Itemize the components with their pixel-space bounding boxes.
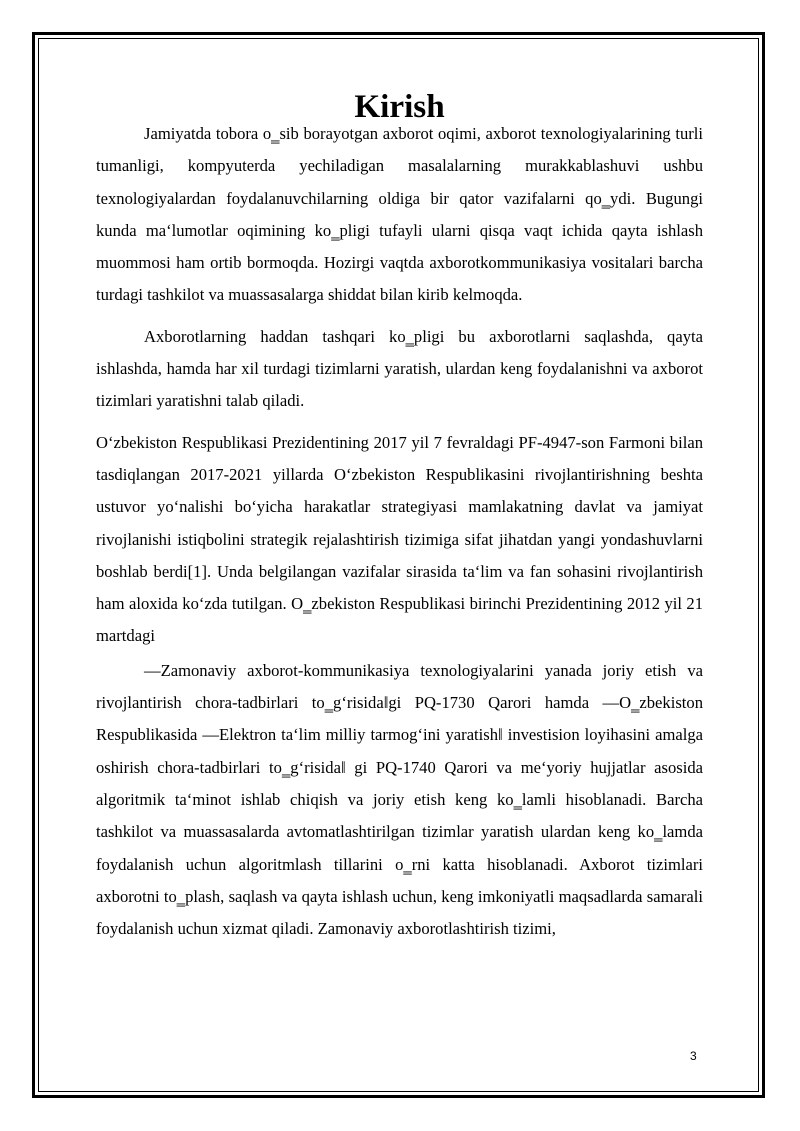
page-number: 3 (690, 1049, 697, 1063)
document-title: Kirish (354, 88, 445, 125)
paragraph-3: O‘zbekiston Respublikasi Prezidentining 2017 yil 7 fevraldagi PF-4947-son Farmoni bilan tasdiqlangan 2017-2021 yillarda O‘zbekiston Respublikasini rivojlantirishning beshta ustuvor yo‘nalishi bo‘yicha harakatlar strategiyasi mamlakatning davlat va jamiyat rivojlanishi istiqbolini strategik rejalashtirish tizimiga sifat jihatdan yangi yondashuvlarni boshlab berdi[1]. Unda belgilangan vazifalar sirasida ta‘lim va fan sohasini rivojlantirish ham aloxida ko‘zda tutilgan. O‗zbekiston Respublikasi birinchi Prezidentining 2012 yil 21 martdagi (96, 432, 703, 646)
paragraph-4: ―Zamonaviy axborot-kommunikasiya texnologiyalarini yanada joriy etish va rivojlantirish chora-tadbirlari to‗g‘risida‖gi PQ-1730 Qarori hamda ―O‗zbekiston Respublikasida ―Elektron ta‘lim milliy tarmog‘ini yaratish‖ investision loyihasini amalga oshirish chora-tadbirlari to‗g‘risida‖ gi PQ-1740 Qarori va me‘yoriy hujjatlar asosida algoritmik ta‘minot ishlab chiqish va joriy etish keng ko‗lamli hisoblanadi. Barcha tashkilot va muassasalarda avtomatlashtirilgan tizimlar yaratish ulardan keng ko‗lamda foydalanish uchun algoritmlash tillarini o‗rni katta hisoblanadi. Axborot tizimlari axborotni to‗plash, saqlash va qayta ishlash uchun, keng imkoniyatli maqsadlarda samarali foydalanish uchun xizmat qiladi. Zamonaviy axborotlashtirish tizimi, (96, 660, 703, 939)
paragraph-2: Axborotlarning haddan tashqari ko‗pligi bu axborotlarni saqlashda, qayta ishlashda, hamda har xil turdagi tizimlarni yaratish, ulardan keng foydalanishni va axborot tizimlari yaratishni talab qiladi. (96, 326, 703, 411)
paragraph-1: Jamiyatda tobora o‗sib borayotgan axborot oqimi, axborot texnologiyalarining turli tumanligi, kompyuterda yechiladigan masalalarning murakkablashuvi ushbu texnologiyalardan foydalanuvchilarning oldiga bir qator vazifalarni qo‗ydi. Bugungi kunda ma‘lumotlar oqimining ko‗pligi tufayli ularni qisqa vaqt ichida qayta ishlash muommosi ham ortib bormoqda. Hozirgi vaqtda axborotkommunikasiya vositalari barcha turdagi tashkilot va muassasalarga shiddat bilan kirib kelmoqda. (96, 124, 703, 305)
document-body (96, 88, 703, 945)
